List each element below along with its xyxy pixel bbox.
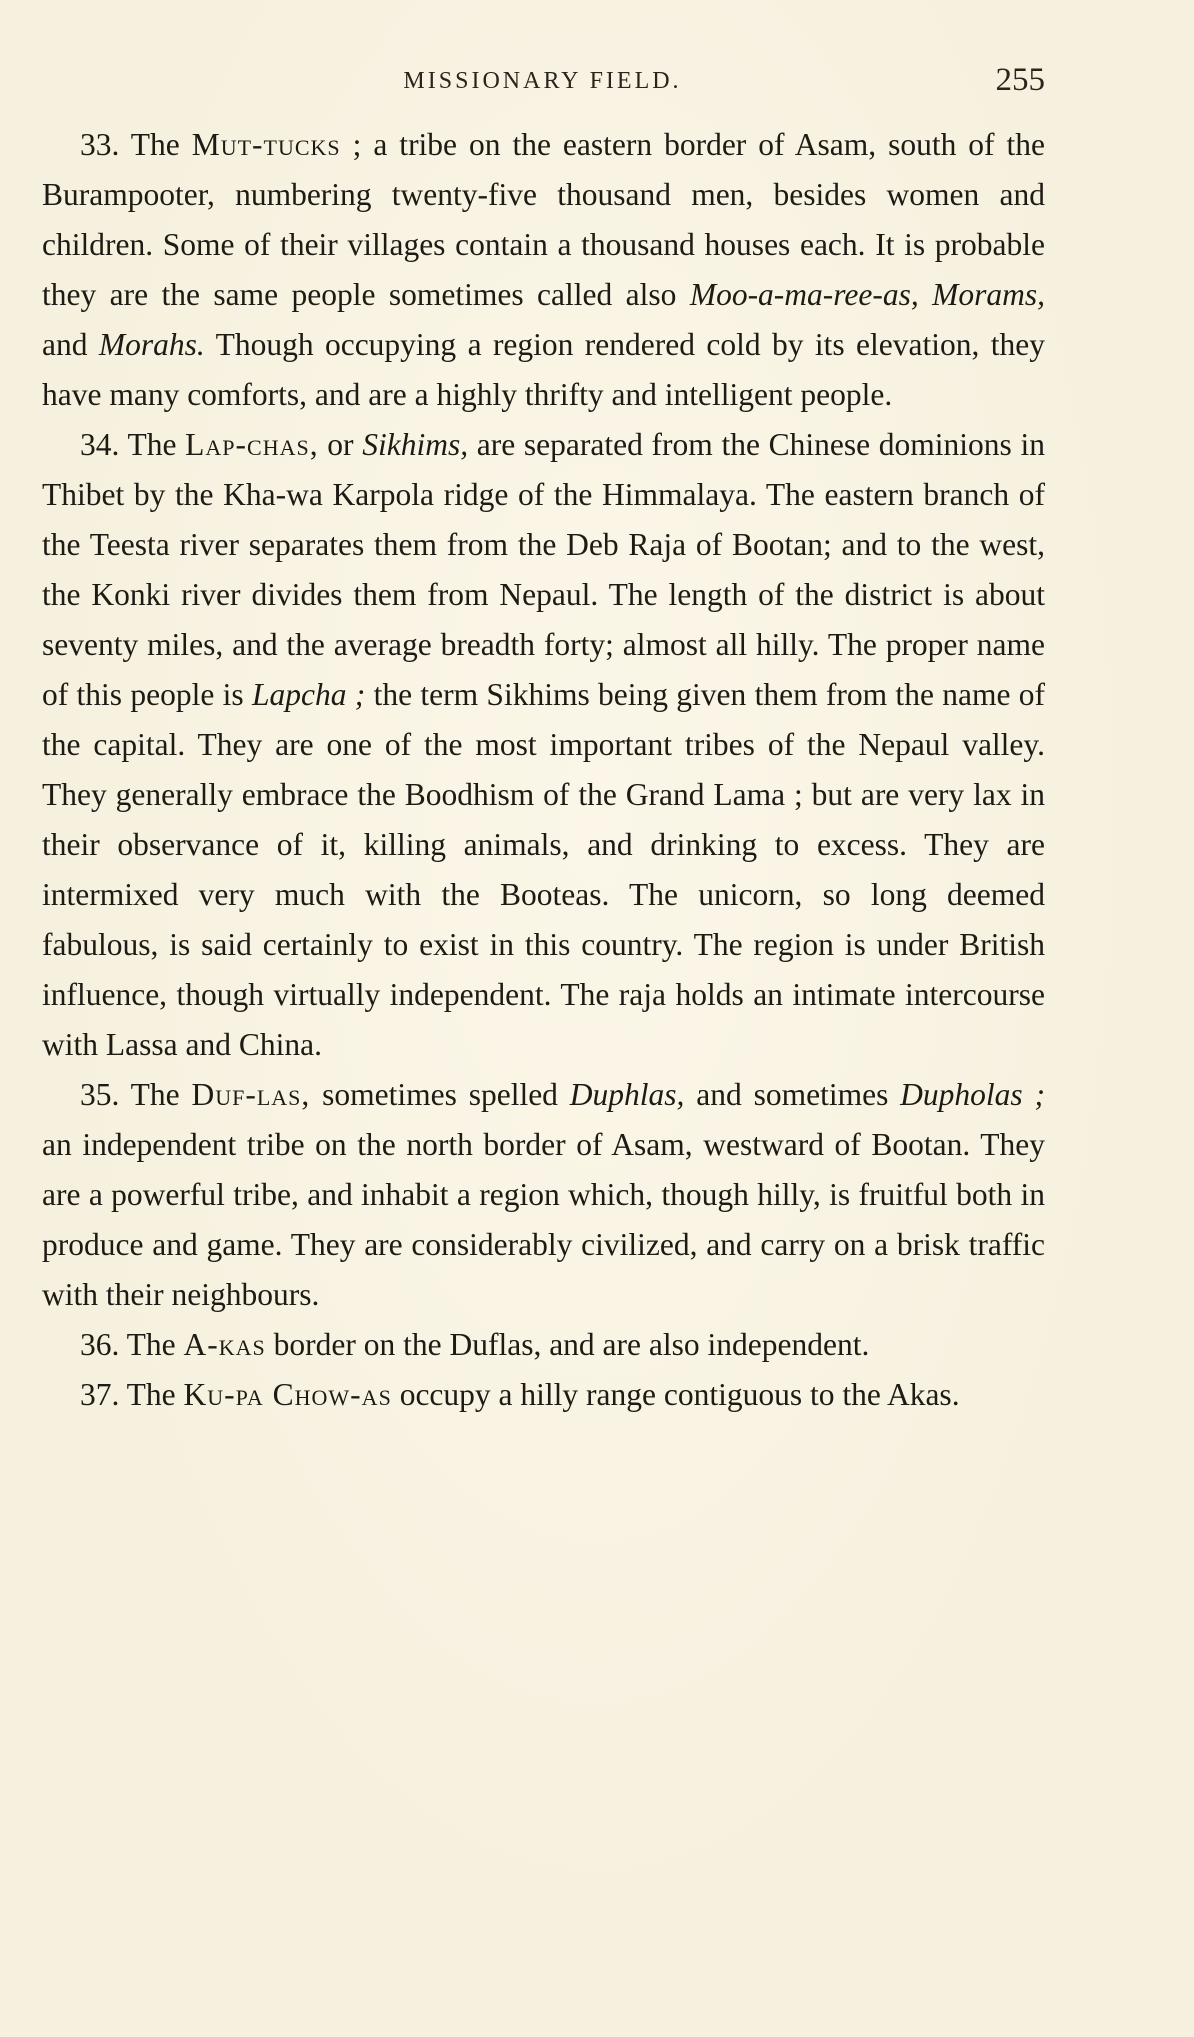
paragraph-text: are separated from the Chinese dominions in Thibet by the Kha-wa Karpola ridge of the Himmalaya. The eastern branch of the Teesta river separates them from the Deb Raja of Bootan; and to the west, the Konki river divides them from Nepaul. The length of the district is about seventy miles, and the average breadth forty; almost all hilly. The proper name of this people is xyxy=(42,427,1046,712)
paragraph-text: The xyxy=(119,1327,184,1362)
paragraph xyxy=(42,1320,1045,1370)
tribe-name: Ku-pa Chow-as xyxy=(183,1377,392,1412)
paragraph xyxy=(42,1370,1045,1420)
paragraph-text: the term Sikhims being given them from the name of the capital. They are one of the most important tribes of the Nepaul valley. They generally embrace the Boodhism of the Grand Lama ; but are very lax in their observance of it, killing animals, and drinking to excess. They are intermixed very much with the Booteas. The unicorn, so long deemed fabulous, is said certainly to exist in this country. The region is under British influence, though virtually independent. The raja holds an intimate intercourse with Lassa and China. xyxy=(42,677,1045,1062)
page-number: 255 xyxy=(995,62,1045,98)
tribe-name: A-kas xyxy=(183,1327,266,1362)
paragraph-text: and xyxy=(42,327,99,362)
italic-term: Morahs. xyxy=(98,327,205,362)
paragraph-number: 35. xyxy=(80,1077,120,1112)
paragraph xyxy=(42,420,1045,1070)
paragraph-text: or xyxy=(318,427,363,462)
italic-term: Moo-a-ma-ree-as, Morams, xyxy=(689,277,1046,312)
paragraph-text: The xyxy=(119,1077,192,1112)
tribe-name: Duf-las, xyxy=(191,1077,311,1112)
italic-term: Dupholas ; xyxy=(900,1077,1046,1112)
paragraph-text: The xyxy=(119,127,192,162)
text-body xyxy=(42,120,1045,1420)
paragraph-text: The xyxy=(119,427,186,462)
paragraph-text: and sometimes xyxy=(684,1077,901,1112)
paragraph-text: sometimes spelled xyxy=(310,1077,570,1112)
tribe-name: Lap-chas, xyxy=(185,427,319,462)
paragraph-text: occupy a hilly range contiguous to the Akas. xyxy=(391,1377,960,1412)
running-title: MISSIONARY FIELD. xyxy=(403,68,682,94)
paragraph xyxy=(42,120,1045,420)
paragraph-text: an independent tribe on the north border of Asam, westward of Bootan. They are a powerful tribe, and inhabit a region which, though hilly, is fruitful both in produce and game. They are considerably civilized, and carry on a brisk traffic with their neighbours. xyxy=(42,1127,1045,1312)
paragraph-text: ; a tribe on the eastern border of Asam, south of the Burampooter, numbering twenty-five thousand men, besides women and children. Some of their villages contain a thousand houses each. It is probable they are the same people sometimes called also xyxy=(42,127,1045,312)
paragraph-text: The xyxy=(119,1377,184,1412)
italic-term: Lapcha ; xyxy=(251,677,366,712)
paragraph-text: border on the Duflas, and are also independent. xyxy=(265,1327,870,1362)
italic-term: Duphlas, xyxy=(569,1077,685,1112)
paragraph-number: 33. xyxy=(80,127,120,162)
running-head xyxy=(40,62,1045,102)
paragraph-text: Though occupying a region rendered cold by its elevation, they have many comforts, and are a highly thrifty and intelligent people. xyxy=(42,327,1045,412)
paragraph xyxy=(42,1070,1045,1320)
paragraph-number: 36. xyxy=(80,1327,120,1362)
paragraph-number: 37. xyxy=(80,1377,120,1412)
paragraph-number: 34. xyxy=(80,427,120,462)
tribe-name: Mut-tucks xyxy=(191,127,341,162)
italic-term: Sikhims, xyxy=(362,427,469,462)
